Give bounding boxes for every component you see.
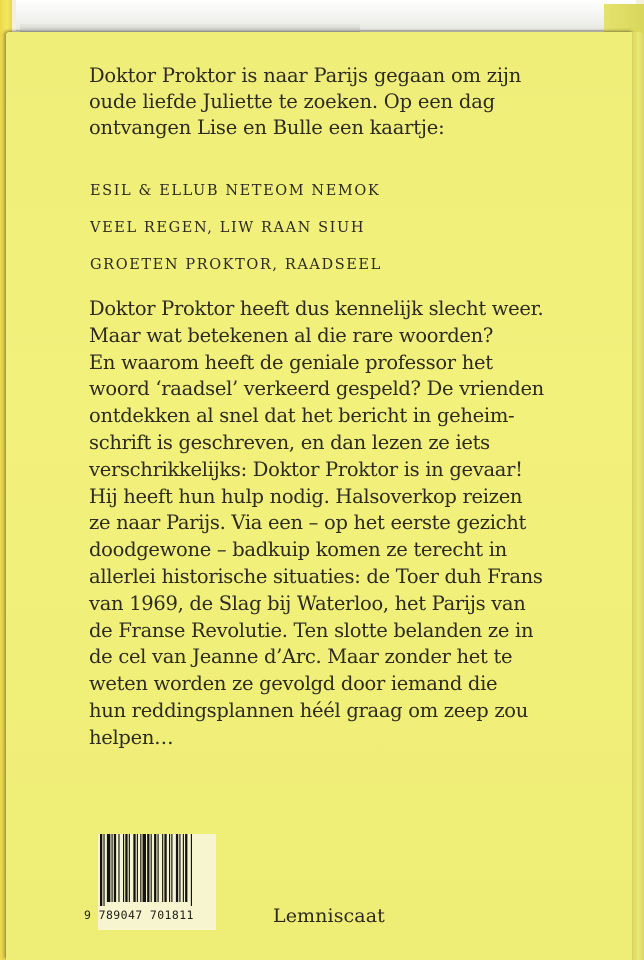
barcode-bar (171, 834, 172, 902)
intro-line: ontvangen Lise en Bulle een kaartje: (89, 116, 445, 139)
barcode-bar (129, 834, 130, 902)
barcode-bar (100, 834, 102, 906)
barcode-bar (107, 834, 110, 902)
barcode-bar (164, 834, 166, 902)
blurb-line: de Franse Revolutie. Ten slotte belanden ze in (89, 618, 534, 642)
barcode-bar (114, 834, 116, 902)
barcode-bar (158, 834, 159, 902)
blurb-line: ze naar Parijs. Via een – op het eerste gezicht (89, 511, 527, 535)
barcode-bar (140, 834, 141, 902)
postcard-line: GROETEN PROKTOR, RAADSEEL (90, 257, 382, 273)
isbn-number: 9 789047 701811 (84, 908, 194, 922)
blurb-line: ontdekken al snel dat het bericht in geheim- (89, 404, 515, 428)
blurb-line: Doktor Proktor heeft dus kennelijk slecht weer. (89, 297, 544, 320)
postcard-line: VEEL REGEN, LIW RAAN SIUH (90, 220, 366, 236)
blurb-line: woord ‘raadsel’ verkeerd gespeld? De vrienden (89, 377, 544, 401)
barcode-bar (112, 834, 113, 902)
barcode-bar (191, 834, 192, 906)
blurb-line: En waarom heeft de geniale professor het (89, 350, 493, 374)
barcode-bar (147, 834, 149, 902)
blurb-line: van 1969, de Slag bij Waterloo, het Parijs van (89, 591, 526, 615)
barcode-bar (137, 834, 138, 902)
blurb-line: allerlei historische situaties: de Toer duh Frans (89, 564, 543, 588)
barcode-bar (151, 834, 152, 902)
blurb-line: helpen… (89, 725, 174, 749)
blurb-line: Maar wat betekenen al die rare woorden? (89, 323, 494, 347)
barcode-bar (123, 834, 124, 902)
barcode-bar (179, 834, 180, 902)
barcode-bar (183, 834, 184, 902)
intro-line: oude liefde Juliette te zoeken. Op een dag (89, 90, 495, 113)
barcode-bar (125, 834, 127, 902)
barcode-bar (185, 834, 187, 902)
barcode-bar (118, 834, 119, 902)
postcard-line: ESIL & ELLUB NETEOM NEMOK (90, 183, 381, 199)
blurb-line: hun reddingsplannen héél graag om zeep zou (89, 698, 528, 722)
barcode-bar (143, 834, 146, 902)
barcode-bar (162, 834, 163, 902)
barcode-bar (103, 834, 104, 906)
blurb-line: doodgewone – badkuip komen ze terecht in (89, 538, 507, 562)
blurb-line: schrift is geschreven, en dan lezen ze iets (89, 430, 490, 454)
postcard-message (90, 180, 382, 291)
intro-paragraph (89, 63, 569, 141)
blurb-paragraph (89, 296, 589, 752)
blurb-line: de cel van Jeanne d’Arc. Maar zonder het te (89, 645, 513, 669)
barcode-bar (176, 834, 178, 902)
barcode-bar (154, 834, 156, 902)
blurb-line: weten worden ze gevolgd door iemand die (89, 672, 498, 696)
cover-right-edge (632, 32, 644, 960)
barcode-bar (133, 834, 135, 902)
blurb-line: verschrikkelijks: Doktor Proktor is in gevaar! (89, 457, 523, 481)
publisher-name: Lemniscaat (273, 905, 385, 927)
blurb-line: Hij heeft hun hulp nodig. Halsoverkop reizen (89, 484, 523, 508)
barcode-bars (98, 834, 216, 906)
intro-line: Doktor Proktor is naar Parijs gegaan om zijn (89, 64, 522, 87)
barcode-bar (169, 834, 170, 902)
